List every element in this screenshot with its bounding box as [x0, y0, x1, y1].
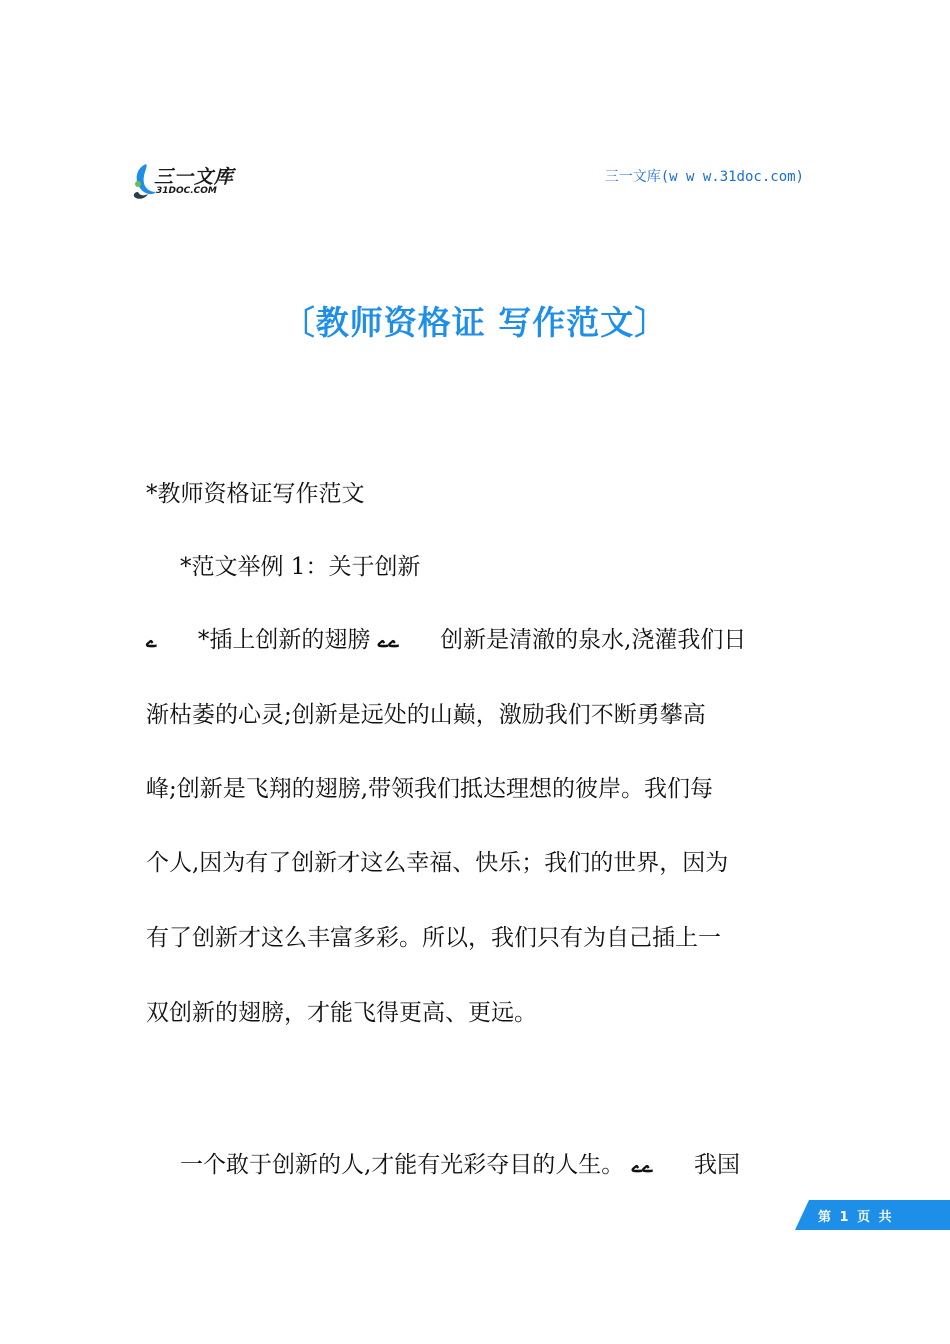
body-line-3	[146, 624, 806, 658]
logo-text-en: 31DOC.COM	[156, 186, 217, 196]
body-line-2: *范文举例 1：关于创新	[180, 554, 421, 580]
body-line-3-text: 创新是清澈的泉水,浇灌我们日	[440, 627, 747, 653]
body-line-7: 有了创新才这么丰富多彩。所以，我们只有为自己插上一	[146, 925, 721, 951]
body-line-1: *教师资格证写作范文	[146, 481, 365, 507]
stray-glyph: ےے	[631, 1156, 653, 1177]
body-line-6: 个人,因为有了创新才这么幸福、快乐；我们的世界，因为	[146, 850, 729, 876]
body-line-9	[180, 1149, 840, 1183]
page-number-label: 第 1 页 共	[818, 1210, 894, 1225]
body-line-3-heading: *插上创新的翅膀	[197, 627, 371, 653]
body-line-9-text: 一个敢于创新的人,才能有光彩夺目的人生。	[180, 1152, 625, 1178]
body-line-4: 渐枯萎的心灵;创新是远处的山巅，激励我们不断勇攀高	[146, 702, 706, 728]
body-line-8: 双创新的翅膀，才能飞得更高、更远。	[146, 1000, 537, 1026]
logo-text-cn: 三一文库	[154, 166, 235, 188]
body-line-9-tail: 我国	[694, 1152, 741, 1178]
site-logo	[132, 160, 252, 204]
stray-glyph: ے	[146, 631, 157, 652]
document-title: 〔教师资格证 写作范文〕	[281, 303, 669, 342]
stray-glyph: ےے	[377, 631, 399, 652]
site-link[interactable]: 三一文库(w w w.31doc.com)	[604, 169, 804, 185]
body-line-5: 峰;创新是飞翔的翅膀,带领我们抵达理想的彼岸。我们每	[146, 776, 714, 802]
